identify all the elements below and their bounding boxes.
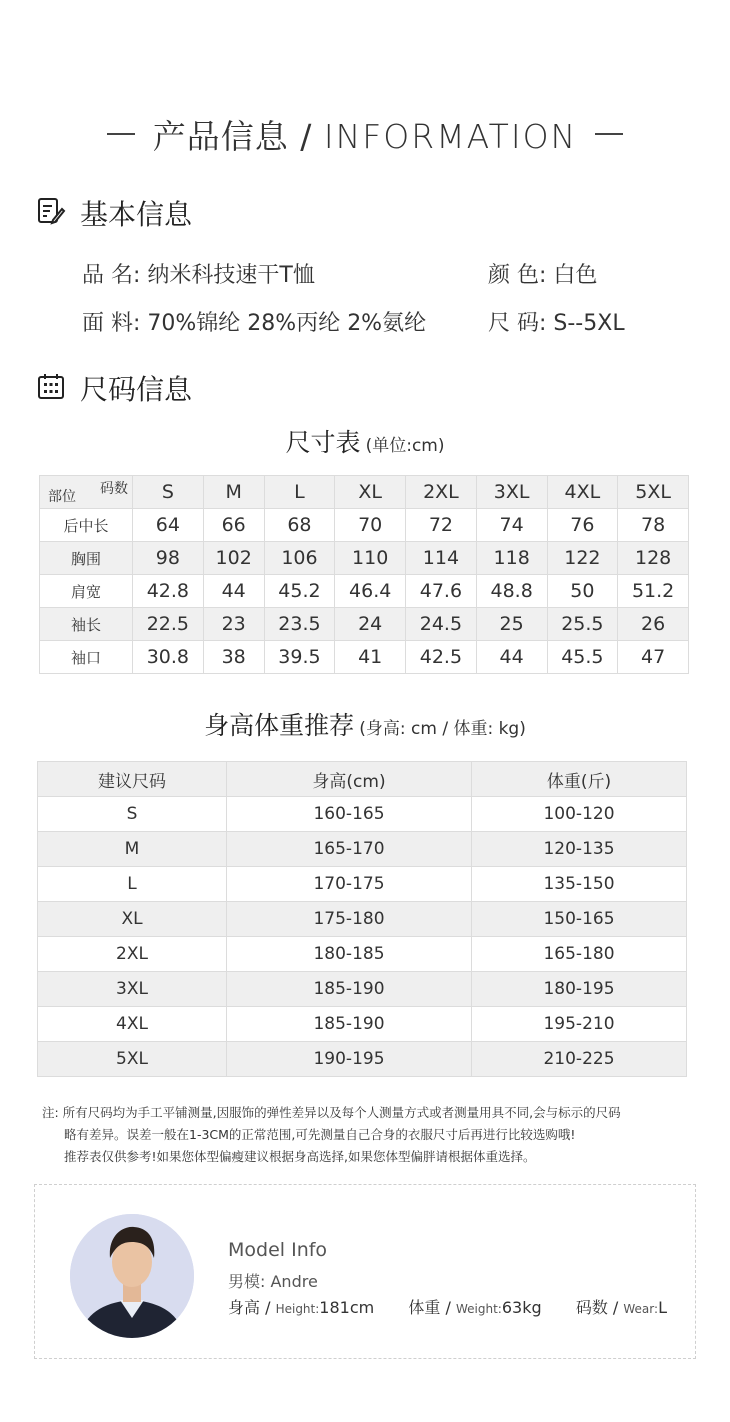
size-header-cell: 2XL — [406, 476, 477, 509]
size-header-cell: XL — [335, 476, 406, 509]
table-row — [38, 797, 687, 832]
value-cell: 118 — [476, 542, 547, 575]
rec-weight-cell: 135-150 — [472, 867, 687, 902]
fabric-row — [82, 306, 426, 337]
note-line: 推荐表仅供参考!如果您体型偏瘦建议根据身高选择,如果您体型偏胖请根据体重选择。 — [64, 1149, 536, 1164]
weight-value: 63kg — [501, 1298, 542, 1317]
height-label: 身高 / — [228, 1298, 271, 1317]
size-chart-table — [39, 475, 689, 674]
value-cell: 78 — [618, 509, 689, 542]
value-cell: 38 — [203, 641, 264, 674]
table-row — [38, 867, 687, 902]
header-line-right — [595, 133, 623, 135]
rec-height-cell: 160-165 — [227, 797, 472, 832]
rec-size-cell: L — [38, 867, 227, 902]
value-cell: 66 — [203, 509, 264, 542]
avatar — [70, 1214, 194, 1338]
value-cell: 106 — [264, 542, 335, 575]
page-header — [0, 110, 730, 158]
rec-size-cell: 3XL — [38, 972, 227, 1007]
rec-header-cell: 建议尺码 — [38, 762, 227, 797]
table-row — [38, 1042, 687, 1077]
table-row — [40, 542, 689, 575]
value-cell: 74 — [476, 509, 547, 542]
rec-height-cell: 185-190 — [227, 1007, 472, 1042]
weight-small-label: Weight: — [455, 1302, 502, 1316]
title-cn: 产品信息 — [152, 116, 289, 156]
table-row — [40, 509, 689, 542]
value-cell: 26 — [618, 608, 689, 641]
value-cell: 128 — [618, 542, 689, 575]
rec-header-cell: 身高(cm) — [227, 762, 472, 797]
rec-weight-cell: 100-120 — [472, 797, 687, 832]
product-name-label: 品 名: — [82, 263, 141, 288]
value-cell: 25.5 — [547, 608, 618, 641]
value-cell: 39.5 — [264, 641, 335, 674]
rec-height-cell: 170-175 — [227, 867, 472, 902]
value-cell: 122 — [547, 542, 618, 575]
rec-height-cell: 175-180 — [227, 902, 472, 937]
rec-weight-cell: 120-135 — [472, 832, 687, 867]
page-title — [153, 111, 577, 158]
model-stats — [228, 1295, 667, 1318]
rec-height-cell: 165-170 — [227, 832, 472, 867]
product-name-value: 纳米科技速干T恤 — [147, 263, 315, 288]
rec-table-heading — [0, 706, 730, 742]
title-en: INFORMATION — [323, 116, 578, 156]
value-cell: 68 — [264, 509, 335, 542]
size-table-heading — [0, 423, 730, 459]
part-cell: 袖口 — [40, 641, 133, 674]
value-cell: 23.5 — [264, 608, 335, 641]
value-cell: 42.8 — [133, 575, 204, 608]
height-small-label: Height: — [275, 1302, 320, 1316]
table-row — [40, 608, 689, 641]
value-cell: 76 — [547, 509, 618, 542]
note-line: 略有差异。误差一般在1-3CM的正常范围,可先测量自己合身的衣服尺寸后再进行比较选购哦! — [64, 1127, 576, 1142]
table-row — [38, 1007, 687, 1042]
value-cell: 45.5 — [547, 641, 618, 674]
height-value: 181cm — [319, 1298, 375, 1317]
calendar-grid-icon — [36, 371, 66, 405]
value-cell: 30.8 — [133, 641, 204, 674]
wear-label: 码数 / — [575, 1298, 619, 1317]
value-cell: 50 — [547, 575, 618, 608]
part-cell: 袖长 — [40, 608, 133, 641]
color-value: 白色 — [553, 263, 598, 288]
value-cell: 23 — [203, 608, 264, 641]
rec-height-cell: 185-190 — [227, 972, 472, 1007]
value-cell: 46.4 — [335, 575, 406, 608]
size-range-label: 尺 码: — [488, 311, 547, 336]
value-cell: 70 — [335, 509, 406, 542]
value-cell: 25 — [476, 608, 547, 641]
weight-label: 体重 / — [408, 1298, 451, 1317]
table-row — [38, 937, 687, 972]
rec-size-cell: 4XL — [38, 1007, 227, 1042]
value-cell: 22.5 — [133, 608, 204, 641]
basic-info-title: 基本信息 — [80, 198, 193, 231]
rec-size-cell: 2XL — [38, 937, 227, 972]
value-cell: 44 — [203, 575, 264, 608]
table-row — [38, 972, 687, 1007]
size-range-row — [488, 306, 625, 337]
value-cell: 47 — [618, 641, 689, 674]
size-table-unit: (单位:cm) — [365, 436, 445, 456]
fabric-label: 面 料: — [82, 311, 141, 336]
rec-table-unit: (身高: cm / 体重: kg) — [359, 719, 526, 739]
size-header-cell: S — [133, 476, 204, 509]
value-cell: 110 — [335, 542, 406, 575]
size-header-row — [40, 476, 689, 509]
value-cell: 42.5 — [406, 641, 477, 674]
size-info-heading — [36, 368, 192, 408]
corner-bottom-label: 部位 — [48, 489, 76, 505]
size-header-cell: 5XL — [618, 476, 689, 509]
value-cell: 114 — [406, 542, 477, 575]
size-header-cell: 3XL — [476, 476, 547, 509]
rec-table-title: 身高体重推荐 — [204, 711, 355, 740]
note-line: 注: 所有尺码均为手工平铺测量,因服饰的弹性差异以及每个人测量方式或者测量用具不同,会与标示的尺码 — [42, 1105, 621, 1120]
model-name: 男模: Andre — [228, 1272, 318, 1291]
rec-size-cell: S — [38, 797, 227, 832]
value-cell: 98 — [133, 542, 204, 575]
basic-info-heading — [36, 193, 192, 233]
rec-height-cell: 190-195 — [227, 1042, 472, 1077]
value-cell: 64 — [133, 509, 204, 542]
size-header-cell: L — [264, 476, 335, 509]
part-cell: 肩宽 — [40, 575, 133, 608]
measurement-note — [42, 1102, 702, 1168]
rec-height-cell: 180-185 — [227, 937, 472, 972]
value-cell: 24 — [335, 608, 406, 641]
color-label: 颜 色: — [488, 263, 547, 288]
model-info-card — [34, 1184, 696, 1359]
value-cell: 102 — [203, 542, 264, 575]
title-separator: / — [300, 116, 313, 156]
rec-size-cell: M — [38, 832, 227, 867]
table-row — [40, 575, 689, 608]
value-cell: 51.2 — [618, 575, 689, 608]
value-cell: 47.6 — [406, 575, 477, 608]
rec-weight-cell: 195-210 — [472, 1007, 687, 1042]
value-cell: 72 — [406, 509, 477, 542]
product-name-row — [82, 258, 315, 289]
rec-weight-cell: 180-195 — [472, 972, 687, 1007]
value-cell: 48.8 — [476, 575, 547, 608]
part-cell: 后中长 — [40, 509, 133, 542]
corner-cell — [40, 476, 133, 509]
wear-small-label: Wear: — [623, 1302, 659, 1316]
rec-size-cell: XL — [38, 902, 227, 937]
header-line-left — [107, 133, 135, 135]
table-row — [38, 832, 687, 867]
fabric-value: 70%锦纶 28%丙纶 2%氨纶 — [147, 311, 427, 336]
size-recommendation-table — [37, 761, 687, 1077]
size-header-cell: M — [203, 476, 264, 509]
rec-header-cell: 体重(斤) — [472, 762, 687, 797]
rec-weight-cell: 165-180 — [472, 937, 687, 972]
value-cell: 24.5 — [406, 608, 477, 641]
size-info-title: 尺码信息 — [80, 373, 193, 406]
rec-header-row — [38, 762, 687, 797]
value-cell: 41 — [335, 641, 406, 674]
wear-value: L — [658, 1298, 667, 1317]
rec-size-cell: 5XL — [38, 1042, 227, 1077]
size-header-cell: 4XL — [547, 476, 618, 509]
model-info-title: Model Info — [228, 1239, 328, 1261]
table-row — [40, 641, 689, 674]
document-edit-icon — [36, 196, 66, 230]
part-cell: 胸围 — [40, 542, 133, 575]
rec-weight-cell: 210-225 — [472, 1042, 687, 1077]
corner-top-label: 码数 — [100, 481, 128, 497]
color-row — [488, 258, 597, 289]
size-table-title: 尺寸表 — [285, 428, 361, 457]
table-row — [38, 902, 687, 937]
value-cell: 44 — [476, 641, 547, 674]
value-cell: 45.2 — [264, 575, 335, 608]
rec-weight-cell: 150-165 — [472, 902, 687, 937]
size-range-value: S--5XL — [553, 311, 625, 336]
